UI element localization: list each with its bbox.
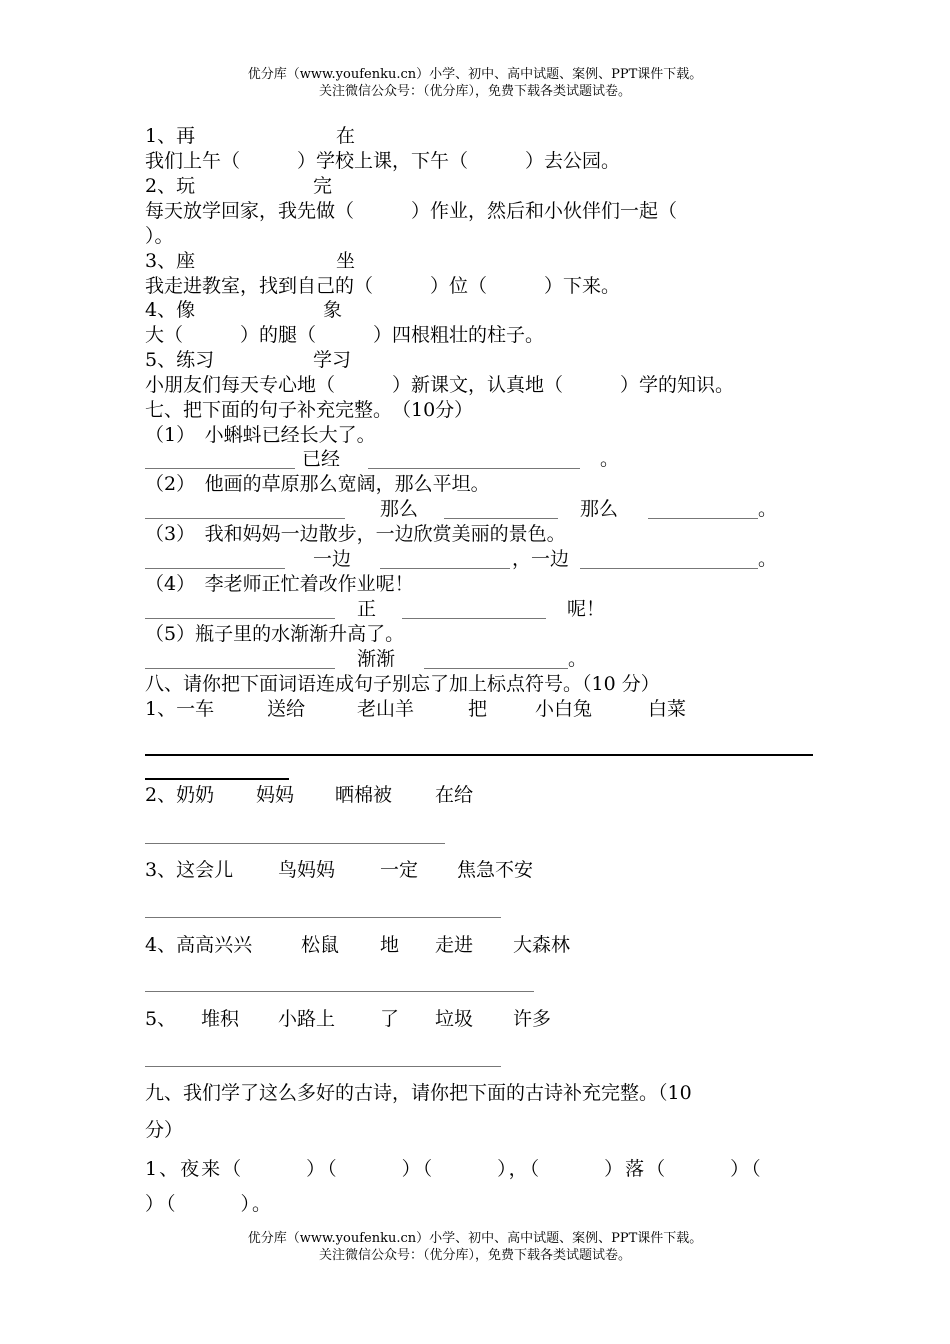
q4-sentence: 大（ ）的腿（ ）四根粗壮的柱子。 bbox=[145, 324, 545, 346]
q2-word-b: 完 bbox=[313, 175, 333, 197]
q4-word-b: 象 bbox=[323, 299, 343, 321]
q5-sentence: 小朋友们每天专心地（ ）新课文，认真地（ ）学的知识。 bbox=[145, 374, 735, 396]
word-chip: 小白兔 bbox=[535, 698, 593, 720]
page-header bbox=[0, 66, 950, 100]
word-chip: 4、高高兴兴 bbox=[145, 934, 253, 956]
word-chip: 5、 bbox=[145, 1008, 177, 1030]
answer-line bbox=[368, 468, 580, 469]
word-chip: 许多 bbox=[513, 1008, 552, 1030]
answer-line bbox=[145, 518, 345, 519]
s7-item-5: （5）瓶子里的水渐渐升高了。 bbox=[145, 623, 405, 645]
word-chip: 把 bbox=[468, 698, 488, 720]
word-chip: 大森林 bbox=[513, 934, 571, 956]
word-chip: 一定 bbox=[380, 859, 419, 881]
s7-item-3-word-b: ，一边 bbox=[512, 548, 570, 570]
s7-item-5-word: 渐渐 bbox=[357, 648, 396, 670]
header-line-2: 关注微信公众号：（优分库），免费下载各类试题试卷。 bbox=[318, 84, 631, 99]
answer-line bbox=[444, 518, 558, 519]
s7-item-4: （4） 李老师正忙着改作业呢！ bbox=[145, 573, 414, 595]
s7-item-2-end: 。 bbox=[758, 498, 778, 520]
q3-word-b: 坐 bbox=[336, 250, 356, 272]
s7-item-1-word: 已经 bbox=[302, 448, 341, 470]
s7-item-4-word: 正 bbox=[357, 598, 377, 620]
answer-line bbox=[145, 1066, 501, 1067]
s7-item-2: （2） 他画的草原那么宽阔，那么平坦。 bbox=[145, 473, 490, 495]
section-7-title: 七、把下面的句子补充完整。 （10分） bbox=[145, 399, 474, 421]
s7-item-3-end: 。 bbox=[758, 548, 778, 570]
s7-item-1-end: 。 bbox=[600, 448, 620, 470]
section-9-title: 九、我们学了这么多好的古诗，请你把下面的古诗补充完整。（10 bbox=[145, 1082, 692, 1104]
answer-line bbox=[145, 917, 501, 918]
word-chip: 鸟妈妈 bbox=[278, 859, 336, 881]
s7-item-3: （3） 我和妈妈一边散步，一边欣赏美丽的景色。 bbox=[145, 523, 566, 545]
q3-sentence: 我走进教室，找到自己的（ ）位（ ）下来。 bbox=[145, 275, 621, 297]
word-chip: 老山羊 bbox=[357, 698, 415, 720]
q2-sentence-cont: ）。 bbox=[145, 225, 174, 247]
s7-item-5-end: 。 bbox=[568, 648, 588, 670]
section-8-title: 八、请你把下面词语连成句子别忘了加上标点符号。（10 分） bbox=[145, 673, 660, 695]
q5-word-b: 学习 bbox=[313, 349, 352, 371]
word-chip: 妈妈 bbox=[256, 784, 295, 806]
answer-line bbox=[145, 778, 289, 780]
answer-line bbox=[402, 618, 546, 619]
q3-word-a: 3、座 bbox=[145, 250, 196, 272]
section-9-title-cont: 分） bbox=[145, 1119, 184, 1141]
word-chip: 地 bbox=[380, 934, 400, 956]
word-chip: 了 bbox=[380, 1008, 400, 1030]
s7-item-1: （1） 小蝌蚪已经长大了。 bbox=[145, 424, 376, 446]
answer-line bbox=[145, 668, 335, 669]
q4-word-a: 4、像 bbox=[145, 299, 196, 321]
q5-word-a: 5、练习 bbox=[145, 349, 215, 371]
s7-item-4-end: 呢！ bbox=[567, 598, 606, 620]
s9-poem-line: 1、夜来（ ）（ ）（ ），（ ）落（ ）（ bbox=[145, 1158, 763, 1180]
word-chip: 送给 bbox=[267, 698, 306, 720]
header-line-1: 优分库（www.youfenku.cn）小学、初中、高中试题、案例、PPT课件下载。 bbox=[247, 67, 703, 82]
s9-poem-line-cont: ）（ ）。 bbox=[145, 1193, 274, 1215]
word-chip: 2、奶奶 bbox=[145, 784, 215, 806]
answer-line bbox=[145, 754, 813, 756]
q2-sentence: 每天放学回家，我先做（ ）作业，然后和小伙伴们一起（ bbox=[145, 200, 678, 222]
q2-word-a: 2、玩 bbox=[145, 175, 196, 197]
s7-item-3-word-a: 一边 bbox=[313, 548, 352, 570]
word-chip: 3、这会儿 bbox=[145, 859, 234, 881]
q1-sentence: 我们上午（ ）学校上课，下午（ ）去公园。 bbox=[145, 150, 621, 172]
word-chip: 晒棉被 bbox=[335, 784, 393, 806]
q1-word-b: 在 bbox=[336, 125, 356, 147]
q1-word-a: 1、再 bbox=[145, 125, 196, 147]
answer-line bbox=[145, 468, 295, 469]
answer-line bbox=[424, 668, 568, 669]
s7-item-2-word-b: 那么 bbox=[580, 498, 619, 520]
word-chip: 松鼠 bbox=[301, 934, 340, 956]
word-chip: 小路上 bbox=[278, 1008, 336, 1030]
answer-line bbox=[380, 568, 510, 569]
word-chip: 1、一车 bbox=[145, 698, 215, 720]
word-chip: 焦急不安 bbox=[457, 859, 534, 881]
page-footer bbox=[0, 1230, 950, 1264]
answer-line bbox=[580, 568, 758, 569]
footer-line-2: 关注微信公众号：（优分库），免费下载各类试题试卷。 bbox=[318, 1248, 631, 1263]
word-chip: 堆积 bbox=[201, 1008, 240, 1030]
answer-line bbox=[145, 568, 285, 569]
answer-line bbox=[648, 518, 758, 519]
word-chip: 垃圾 bbox=[435, 1008, 474, 1030]
answer-line bbox=[145, 843, 445, 844]
s7-item-2-word-a: 那么 bbox=[380, 498, 419, 520]
word-chip: 走进 bbox=[435, 934, 474, 956]
word-chip: 白菜 bbox=[648, 698, 687, 720]
answer-line bbox=[145, 991, 534, 992]
answer-line bbox=[145, 618, 335, 619]
footer-line-1: 优分库（www.youfenku.cn）小学、初中、高中试题、案例、PPT课件下载。 bbox=[247, 1231, 703, 1246]
word-chip: 在给 bbox=[435, 784, 474, 806]
